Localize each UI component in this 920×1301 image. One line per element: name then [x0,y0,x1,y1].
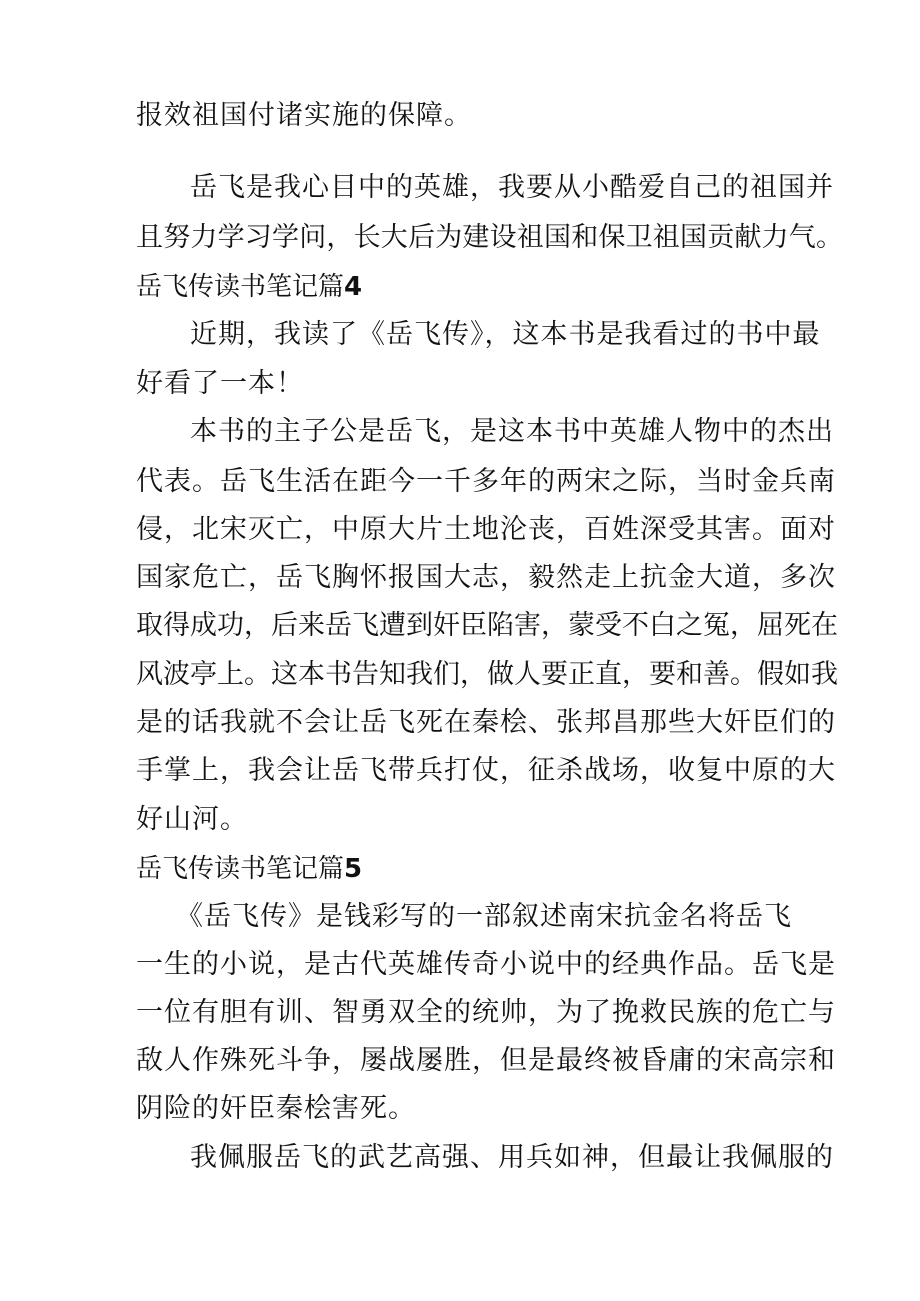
paragraph-line: 好看了一本！ [136,368,304,399]
paragraph-line: 代表。岳飞生活在距今一千多年的两宋之际，当时金兵南 [136,466,836,497]
paragraph-line: 取得成功，后来岳飞遭到奸臣陷害，蒙受不白之冤，屈死在 [136,610,838,641]
paragraph-line: 报效祖国付诸实施的保障。 [136,100,472,131]
paragraph-line: 敌人作殊死斗争，屡战屡胜，但是最终被昏庸的宋高宗和 [136,1045,836,1076]
paragraph-line: 岳飞是我心目中的英雄，我要从小酷爱自己的祖国并 [190,172,834,203]
paragraph-line: 阴险的奸臣秦桧害死。 [136,1093,416,1124]
paragraph-line: 国家危亡，岳飞胸怀报国大志，毅然走上抗金大道，多次 [136,562,836,593]
paragraph-line: 侵，北宋灭亡，中原大片土地沦丧，百姓深受其害。面对 [136,514,836,545]
heading-number: 4 [344,272,363,302]
paragraph-line: 本书的主子公是岳飞，是这本书中英雄人物中的杰出 [190,416,834,447]
paragraph-line: 近期，我读了《岳飞传》，这本书是我看过的书中最 [190,319,821,350]
heading-text: 岳飞传读书笔记篇 [136,272,345,302]
section-heading-5 [136,852,362,886]
paragraph-line: 且努力学习学问，长大后为建设祖国和保卫祖国贡献力气。 [136,222,844,253]
paragraph-line: 手掌上，我会让岳飞带兵打仗，征杀战场，收复中原的大 [136,755,836,786]
heading-number: 5 [344,854,363,884]
paragraph-line: 《岳飞传》是钱彩写的一部叙述南宋抗金名将岳飞 [176,901,792,932]
paragraph-line: 我佩服岳飞的武艺高强、用兵如神，但最让我佩服的 [190,1142,834,1173]
section-heading-4 [136,270,362,304]
paragraph-line: 是的话我就不会让岳飞死在秦桧、张邦昌那些大奸臣们的 [136,707,836,738]
paragraph-line: 风波亭上。这本书告知我们，做人要正直，要和善。假如我 [136,659,838,690]
paragraph-line: 一生的小说，是古代英雄传奇小说中的经典作品。岳飞是 [136,949,836,980]
heading-text: 岳飞传读书笔记篇 [136,854,345,884]
paragraph-line: 好山河。 [136,804,248,835]
paragraph-line: 一位有胆有训、智勇双全的统帅，为了挽救民族的危亡与 [136,997,836,1028]
